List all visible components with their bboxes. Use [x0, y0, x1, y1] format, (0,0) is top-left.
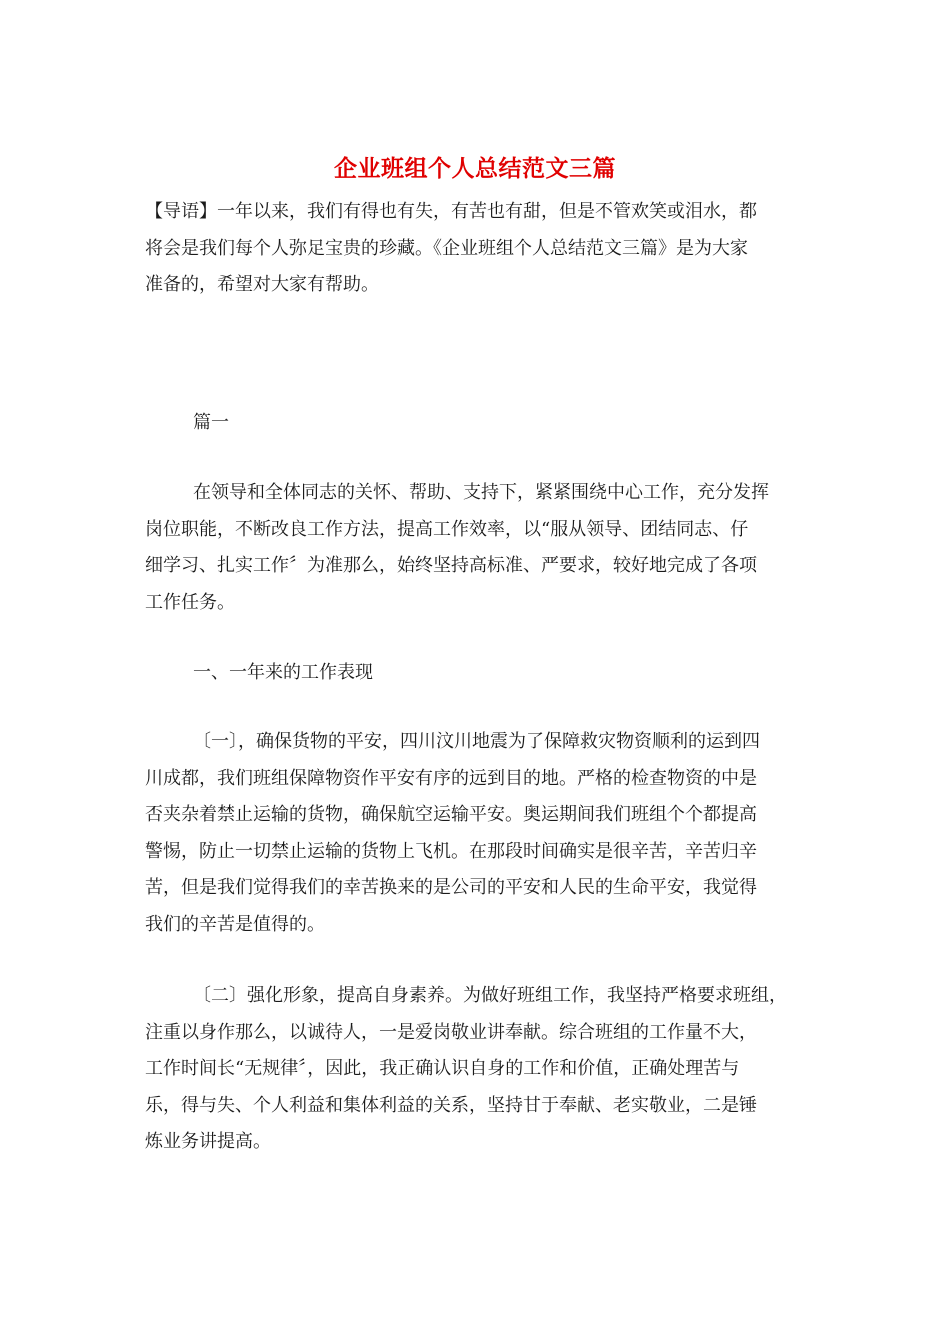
paragraph-line: 警惕，防止一切禁止运输的货物上飞机。在那段时间确实是很辛苦，辛苦归辛	[145, 840, 757, 862]
paragraph-line: 川成都，我们班组保障物资作平安有序的远到目的地。严格的检查物资的中是	[145, 767, 757, 789]
section-heading-text: 一、一年来的工作表现	[193, 662, 373, 683]
section-label-text: 篇一	[193, 412, 229, 433]
paragraph-line: 炼业务讲提高。	[145, 1131, 271, 1152]
intro-paragraph	[145, 194, 815, 304]
paragraph-line: 工作时间长“无规律〞，因此，我正确认识自身的工作和价值，正确处理苦与	[145, 1058, 740, 1079]
section-label	[145, 405, 815, 442]
paragraph-line: 在领导和全体同志的关怀、帮助、支持下，紧紧围绕中心工作，充分发挥	[193, 482, 769, 503]
intro-line: 【导语】一年以来，我们有得也有失，有苦也有甜，但是不管欢笑或泪水，都	[145, 201, 757, 222]
paragraph-line: 乐，得与失、个人利益和集体利益的关系，坚持甘于奉献、老实敬业，二是锤	[145, 1094, 757, 1116]
paragraph-line: 细学习、扎实工作〞为准那么，始终坚持高标准、严要求，较好地完成了各项	[145, 555, 757, 576]
paragraph-line: 否夹杂着禁止运输的货物，确保航空运输平安。奥运期间我们班组个个都提高	[145, 804, 757, 825]
paragraph-line: 注重以身作那么，以诚待人，一是爱岗敬业讲奉献。综合班组的工作量不大，	[145, 1021, 757, 1043]
body-paragraph-1	[145, 475, 815, 621]
paragraph-line: 我们的辛苦是值得的。	[145, 913, 325, 935]
intro-line: 将会是我们每个人弥足宝贵的珍藏。《企业班组个人总结范文三篇》是为大家	[145, 237, 748, 259]
document-title: 企业班组个人总结范文三篇	[334, 155, 616, 182]
paragraph-line: 〔一〕，确保货物的平安，四川汶川地震为了保障救灾物资顺利的运到四	[193, 731, 760, 752]
paragraph-line: 工作任务。	[145, 591, 235, 613]
intro-line: 准备的，希望对大家有帮助。	[145, 274, 379, 295]
body-paragraph-2	[145, 724, 815, 943]
paragraph-line: 〔二〕强化形象，提高自身素养。为做好班组工作，我坚持严格要求班组，	[193, 985, 787, 1006]
body-paragraph-3	[145, 978, 815, 1161]
section-heading	[145, 655, 815, 692]
paragraph-line: 岗位职能，不断改良工作方法，提高工作效率，以“服从领导、团结同志、仔	[145, 518, 749, 540]
paragraph-line: 苦，但是我们觉得我们的幸苦换来的是公司的平安和人民的生命平安，我觉得	[145, 877, 757, 898]
